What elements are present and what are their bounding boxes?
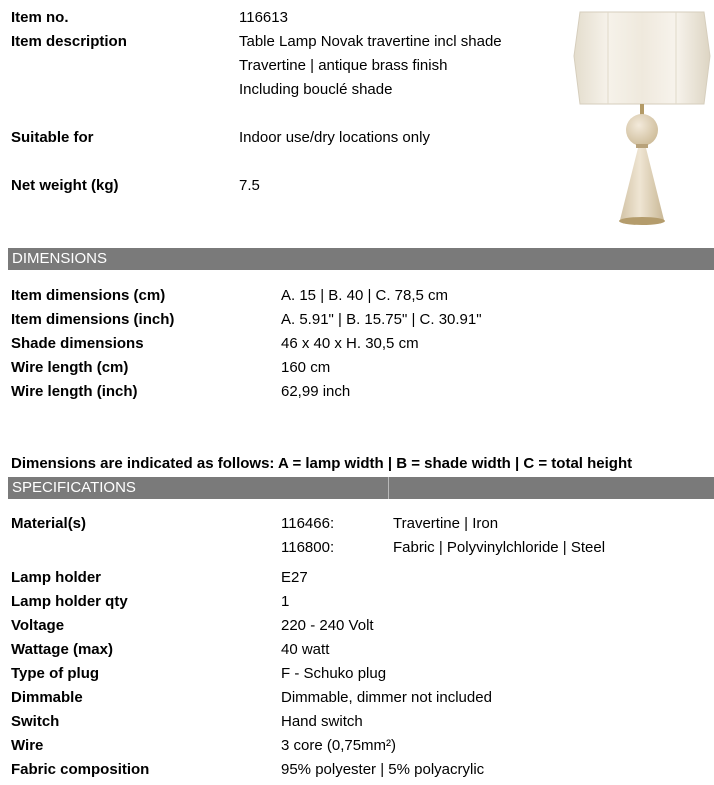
spec-row-label: Voltage (11, 617, 65, 634)
item-no-value: 116613 (239, 9, 288, 26)
item-description-line-1: Table Lamp Novak travertine incl shade (239, 33, 502, 50)
dim-row-value: A. 15 | B. 40 | C. 78,5 cm (281, 287, 449, 304)
spec-row-value: 40 watt (281, 641, 330, 658)
dim-row-value: 46 x 40 x H. 30,5 cm (281, 335, 419, 352)
suitable-for-label: Suitable for (11, 129, 94, 146)
specifications-section-header (8, 477, 714, 499)
spec-row-value: 95% polyester | 5% polyacrylic (281, 761, 485, 778)
net-weight-label: Net weight (kg) (11, 177, 119, 194)
dim-row-label: Shade dimensions (11, 335, 144, 352)
dim-row-value: 160 cm (281, 359, 331, 376)
spec-row-value: 1 (281, 593, 290, 610)
spec-row-value: F - Schuko plug (281, 665, 387, 682)
dim-row-label: Wire length (cm) (11, 359, 129, 376)
header-divider (388, 477, 389, 499)
dim-row-label: Item dimensions (cm) (11, 287, 166, 304)
dim-row-value: 62,99 inch (281, 383, 351, 400)
spec-row-label: Type of plug (11, 665, 100, 682)
spec-row-label: Fabric composition (11, 761, 150, 778)
materials-label: Material(s) (11, 515, 87, 532)
spec-row-label: Dimmable (11, 689, 83, 706)
material-value: Fabric | Polyvinylchloride | Steel (393, 539, 606, 556)
specifications-heading: SPECIFICATIONS (12, 479, 136, 496)
product-image-table-lamp (572, 8, 712, 230)
suitable-for-value: Indoor use/dry locations only (239, 129, 430, 146)
spec-row-value: 3 core (0,75mm²) (281, 737, 397, 754)
item-description-line-2: Travertine | antique brass finish (239, 57, 448, 74)
net-weight-value: 7.5 (239, 177, 260, 194)
dimensions-note: Dimensions are indicated as follows: A = lamp width | B = shade width | C = total height (11, 455, 633, 472)
dim-row-label: Wire length (inch) (11, 383, 138, 400)
spec-row-value: E27 (281, 569, 308, 586)
spec-row-label: Wire (11, 737, 44, 754)
material-code: 116800: (281, 539, 335, 556)
item-no-label: Item no. (11, 9, 69, 26)
item-description-label: Item description (11, 33, 127, 50)
dim-row-label: Item dimensions (inch) (11, 311, 175, 328)
spec-row-label: Lamp holder (11, 569, 102, 586)
spec-row-label: Lamp holder qty (11, 593, 128, 610)
spec-row-value: Dimmable, dimmer not included (281, 689, 492, 706)
dimensions-section-header (8, 248, 714, 270)
item-description-line-3: Including bouclé shade (239, 81, 393, 98)
material-value: Travertine | Iron (393, 515, 499, 532)
spec-row-value: 220 - 240 Volt (281, 617, 374, 634)
spec-row-label: Switch (11, 713, 60, 730)
dimensions-heading: DIMENSIONS (12, 250, 108, 267)
spec-row-label: Wattage (max) (11, 641, 113, 658)
dim-row-value: A. 5.91" | B. 15.75" | C. 30.91" (281, 311, 482, 328)
spec-row-value: Hand switch (281, 713, 363, 730)
material-code: 116466: (281, 515, 335, 532)
